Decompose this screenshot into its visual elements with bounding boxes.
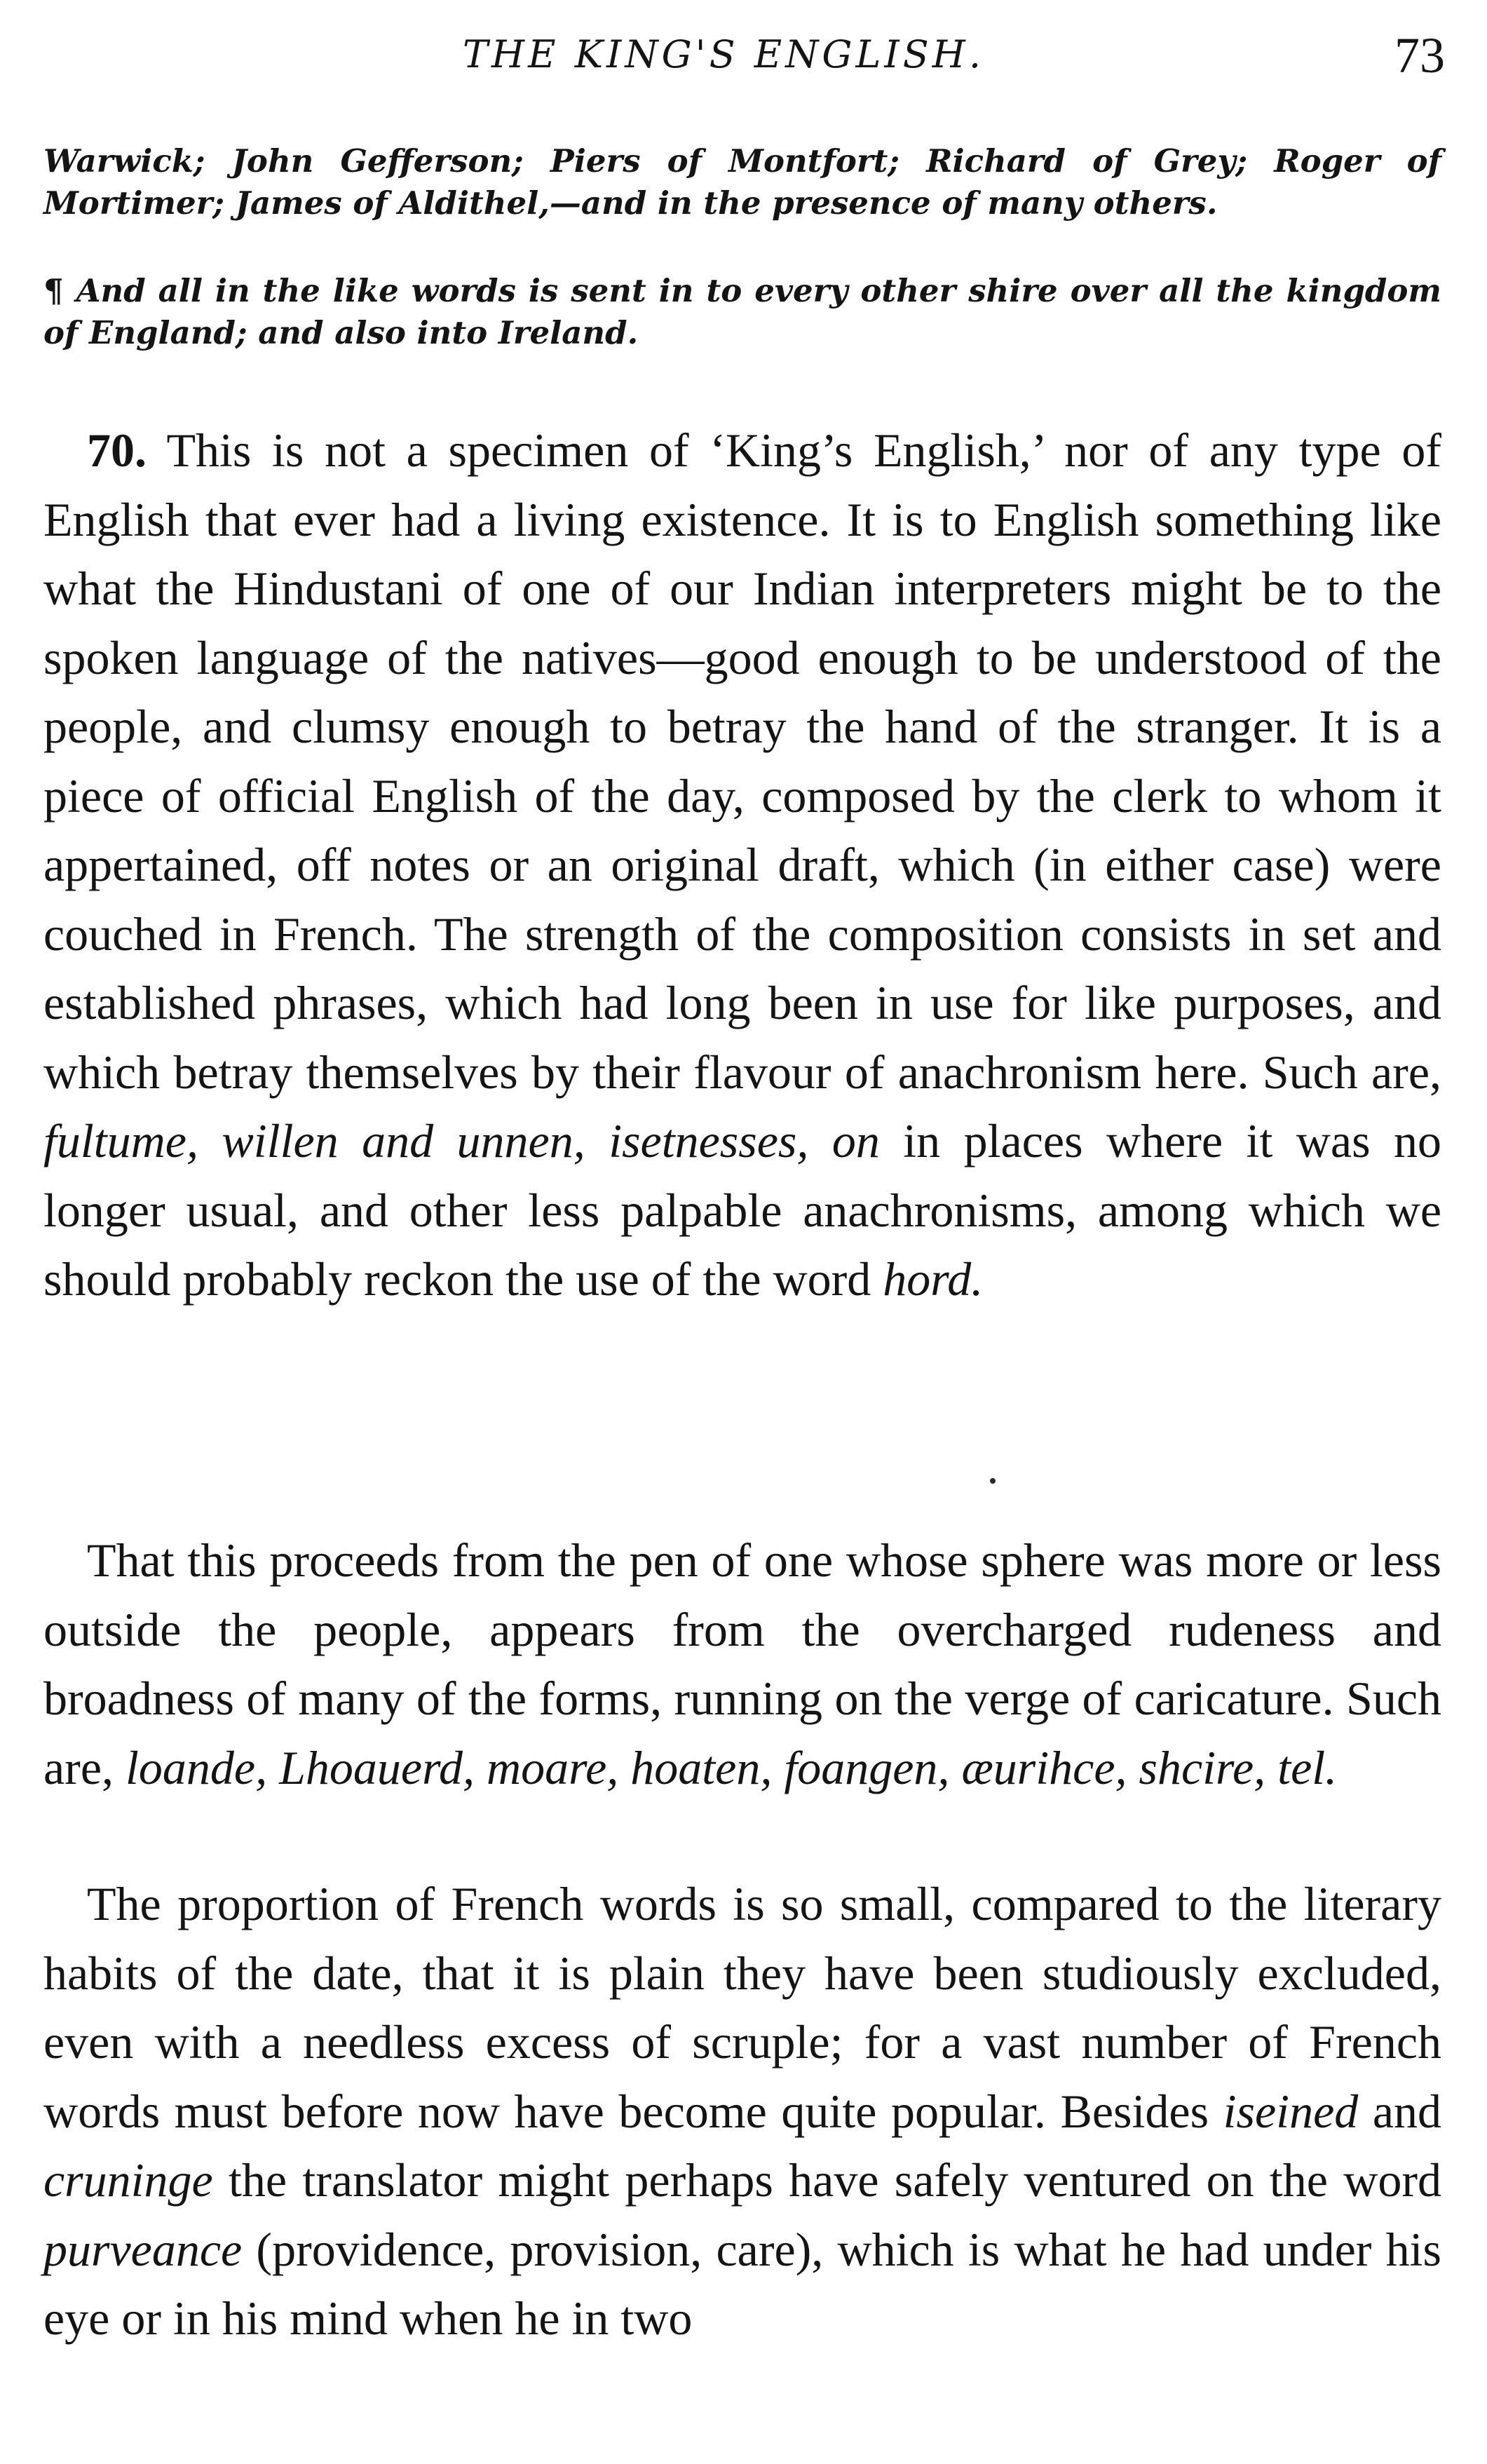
sentence: That this proceeds from the pen of one whose sphere was more or less outside the people, appears from the overcharged rudeness and broadness of many of the forms, running on the verge of caricature. [43, 1534, 1441, 1725]
sentence-lead: Such are, [43, 1672, 1441, 1794]
sentence-mid: the translator might perhaps have safely ventured on the word [229, 2153, 1441, 2207]
sentence-lead: Besides [1060, 2084, 1209, 2138]
sentence-lead: Such are, [1262, 1045, 1442, 1099]
running-title: THE KING'S ENGLISH. [463, 32, 985, 76]
italic-word: foangen, [784, 1740, 950, 1794]
sentence-end: (providence, provision, care), which is what he had under his eye or in his mind when he in two [43, 2222, 1442, 2345]
paragraph-text [43, 1526, 1441, 1802]
italic-word: hoaten, [630, 1740, 773, 1794]
pilcrow-mark: ¶ [43, 272, 64, 309]
signatory-list [43, 140, 1441, 224]
signatory: Warwick; [43, 142, 205, 180]
conjunction: and [1372, 2084, 1442, 2138]
paragraph-text [43, 416, 1441, 1314]
paragraph-caricature [43, 1526, 1441, 1802]
print-speck [990, 1478, 996, 1484]
sentence-rest: in places where it was no longer usual, and other less palpable anachronisms, among which we should probably reckon the use of the word [43, 1114, 1441, 1306]
running-head [0, 27, 1487, 90]
section-number: 70. [87, 424, 147, 477]
charter-note-text [43, 270, 1441, 354]
paragraph-text [43, 1869, 1441, 2353]
italic-word: shcire, [1139, 1740, 1266, 1794]
sentence: This is not a specimen of ‘King’s English,’ nor of any type of English that ever had a living existence. [43, 424, 1441, 546]
italic-word: purveance [43, 2222, 243, 2276]
charter-closing: —and in the presence of many others. [549, 184, 1218, 222]
italic-word: hord. [883, 1252, 984, 1306]
italic-word: æurihce, [961, 1740, 1127, 1794]
italic-word: Lhoauerd, [279, 1740, 475, 1794]
italic-word: iseined [1223, 2084, 1359, 2138]
sentence: It is to English something like what the Hindustani of one of our Indian interpreters might be to the spoken language of the natives—good enough to be understood of the people, and clumsy enough to betray the hand of the stranger. [43, 492, 1442, 753]
charter-signatories [43, 140, 1441, 224]
sentence: The strength of the composition consists in set and established phrases, which had long been in use for like purposes, and which betray themselves by their flavour of anachronism here. [43, 907, 1441, 1099]
italic-word: willen and unnen, [222, 1114, 585, 1167]
page-number: 73 [1394, 27, 1445, 83]
paragraph-70 [43, 416, 1441, 1314]
paragraph-french-words [43, 1869, 1441, 2353]
charter-note-body: And all in the like words is sent in to every other shire over all the kingdom of England; and also into Ireland. [43, 272, 1441, 351]
signatory: James of Aldithel, [235, 184, 550, 222]
italic-word: on [831, 1114, 880, 1167]
italic-word: fultume, [43, 1114, 198, 1167]
italic-word: moare, [487, 1740, 619, 1794]
italic-word: tel. [1277, 1740, 1338, 1794]
charter-note [43, 270, 1441, 354]
italic-word: loande, [125, 1740, 268, 1794]
sentence: The proportion of French words is so small, compared to the literary habits of the date, that it is plain they have been studiously excluded, even with a needless excess of scruple; for a vast number of French words must before now have become quite popular. [43, 1877, 1441, 2138]
signatory: Piers of Montfort; [550, 142, 899, 180]
sentence: It is a piece of official English of the day, composed by the clerk to whom it appertained, off notes or an original draft, which (in either case) were couched in French. [43, 700, 1442, 961]
italic-word: isetnesses, [609, 1114, 809, 1167]
signatory: Roger of Mortimer; [43, 142, 1441, 222]
italic-word: cruninge [43, 2153, 213, 2207]
signatory: Richard of Grey; [926, 142, 1248, 180]
signatory: John Gefferson; [231, 142, 524, 180]
